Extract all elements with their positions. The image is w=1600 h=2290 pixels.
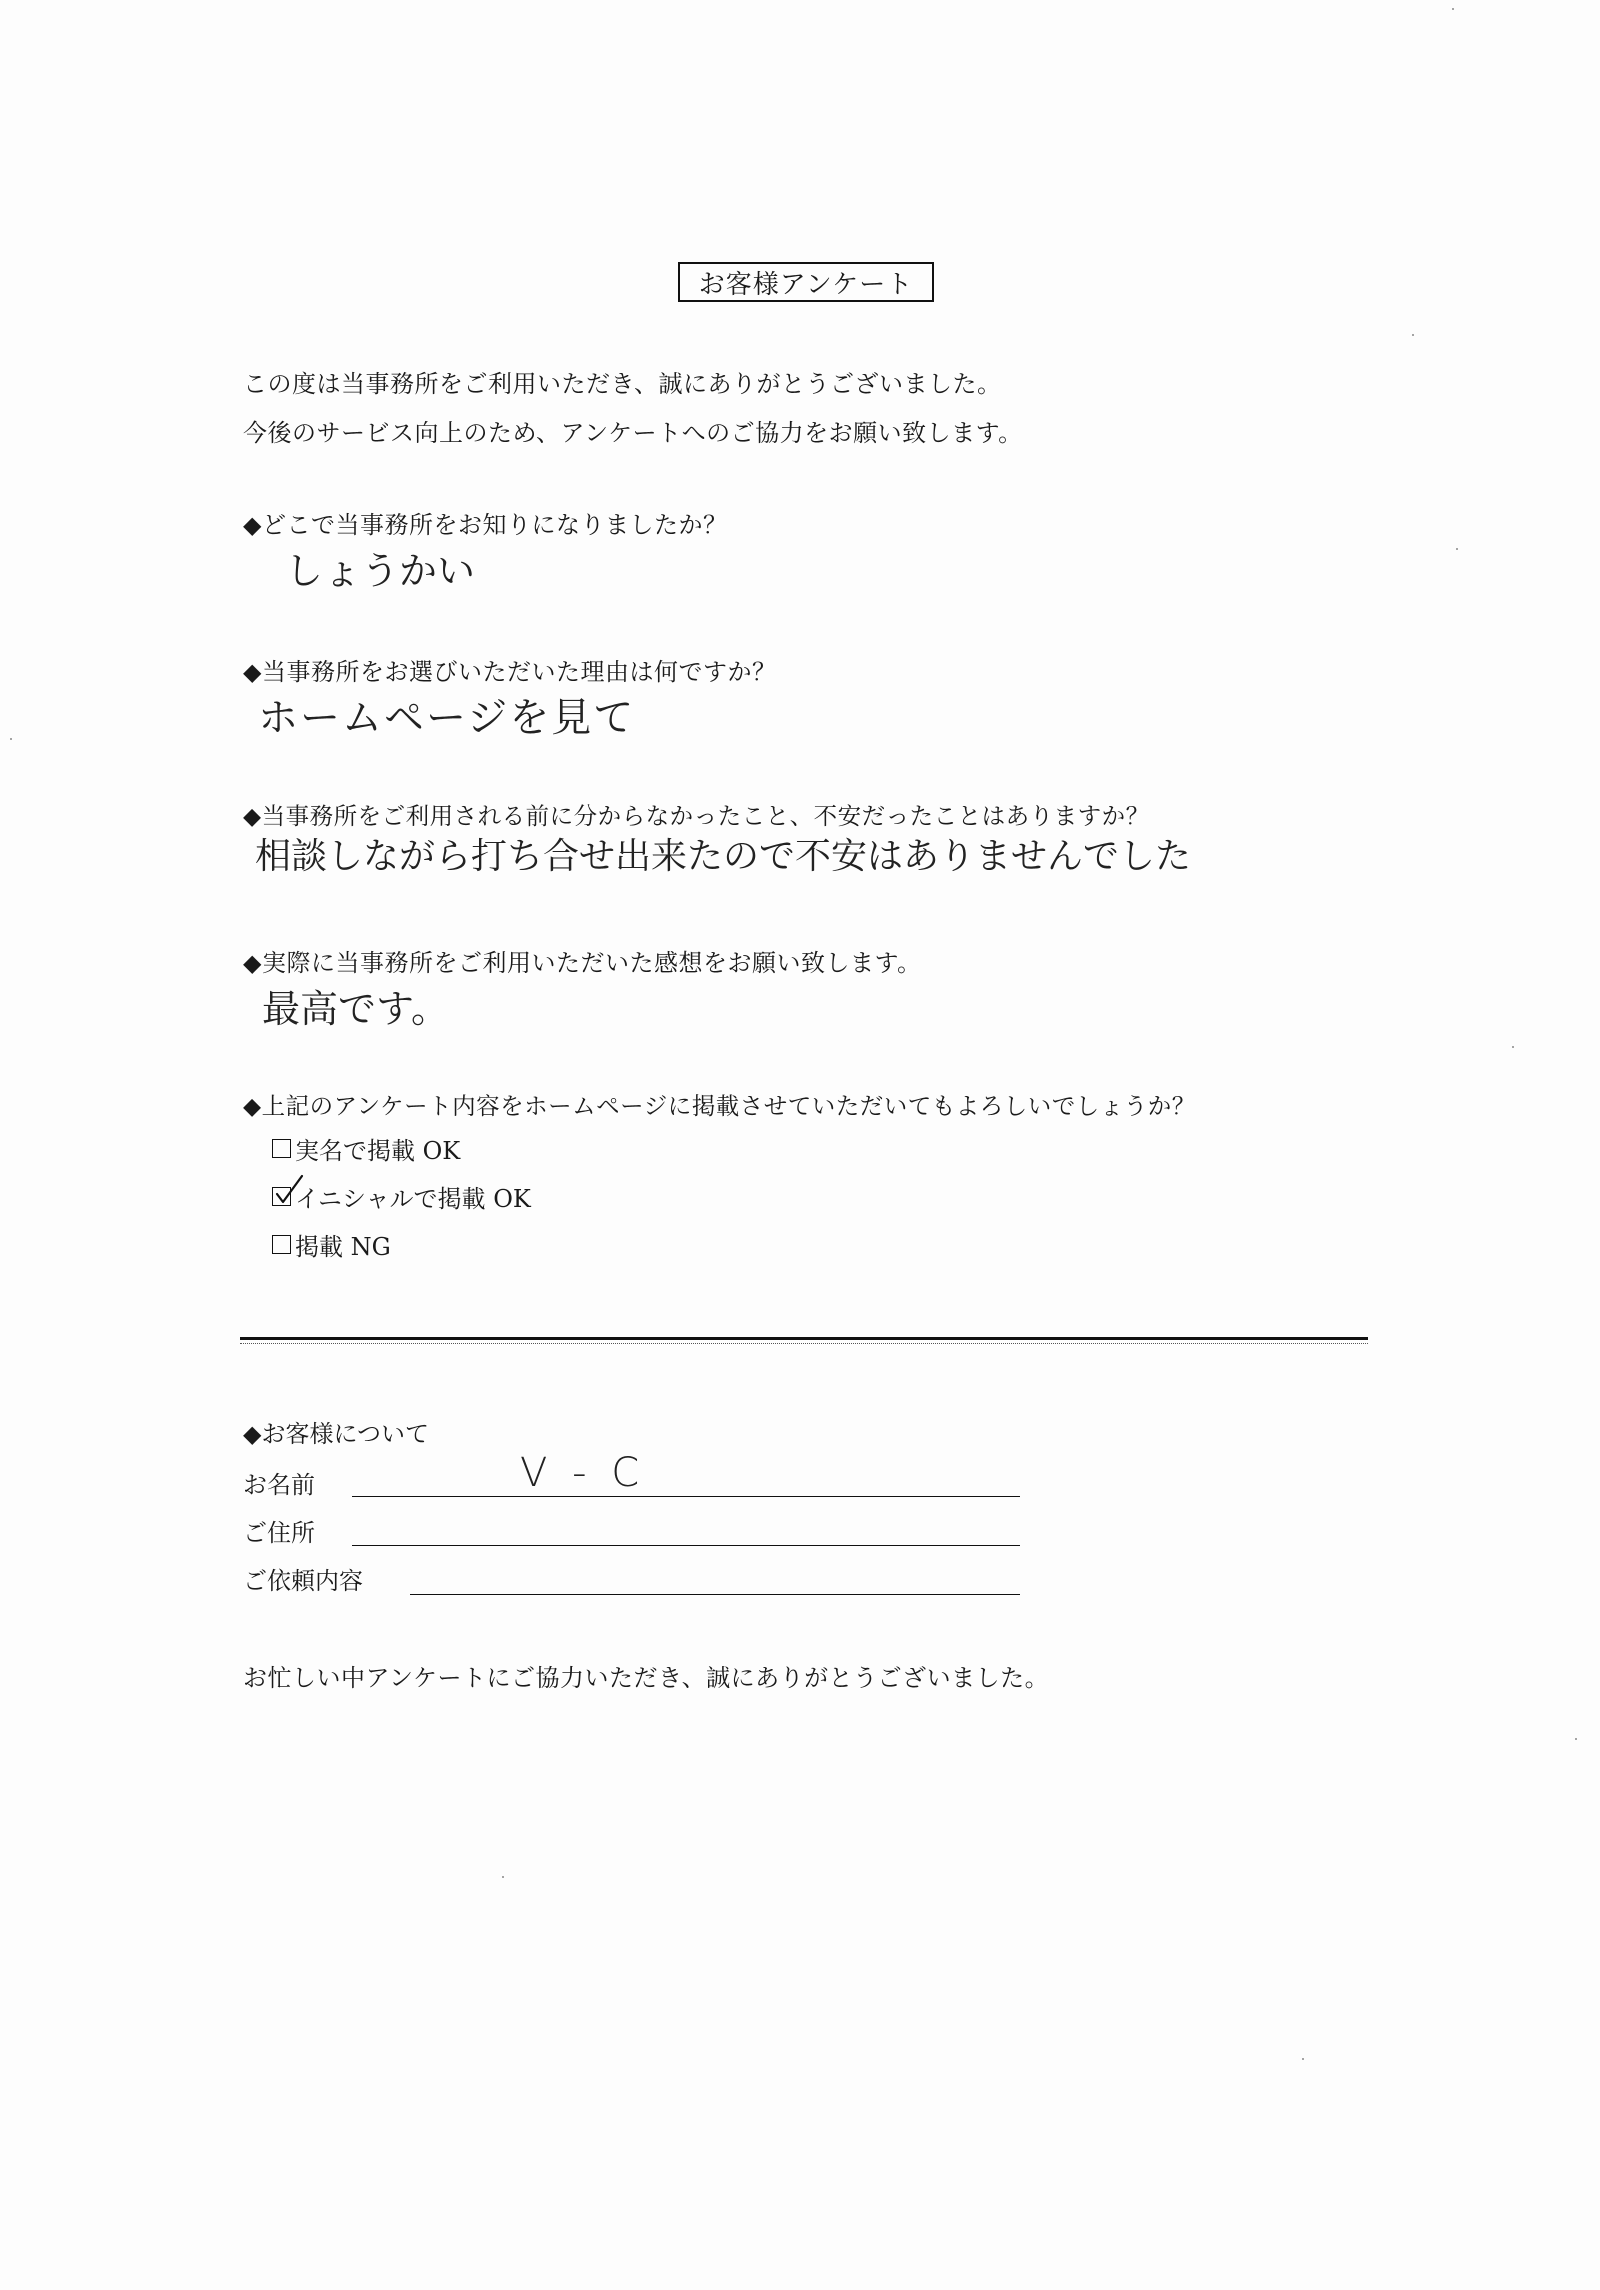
closing-message: お忙しい中アンケートにご協力いただき、誠にありがとうございました。 xyxy=(243,1664,1050,1692)
option-initials-label: イニシャルで掲載 OK xyxy=(295,1185,531,1213)
question-4-label: ◆実際に当事務所をご利用いただいた感想をお願い致します。 xyxy=(243,949,922,977)
request-label: ご依頼内容 xyxy=(243,1567,363,1595)
checkbox-no-publication[interactable] xyxy=(272,1235,291,1254)
name-label: お名前 xyxy=(243,1471,315,1499)
checkmark-icon xyxy=(275,1174,305,1206)
checkbox-real-name[interactable] xyxy=(272,1139,291,1158)
option-no-publication[interactable] xyxy=(272,1227,391,1262)
scan-speck xyxy=(1302,2058,1304,2060)
checkbox-initials[interactable] xyxy=(272,1187,291,1206)
option-real-name-label: 実名で掲載 OK xyxy=(295,1137,461,1165)
scan-speck xyxy=(1452,8,1454,10)
question-2-answer: ホームページを見て xyxy=(258,695,636,741)
section-divider xyxy=(240,1337,1368,1340)
scan-speck xyxy=(1512,1046,1514,1048)
scan-speck xyxy=(502,1876,504,1878)
address-underline xyxy=(352,1545,1020,1546)
question-3-answer: 相談しながら打ち合せ出来たので不安はありませんでした xyxy=(255,836,1192,877)
scan-speck xyxy=(1412,334,1414,336)
question-1-label: ◆どこで当事務所をお知りになりましたか？ xyxy=(243,511,728,539)
scan-speck xyxy=(10,738,12,740)
option-initials[interactable] xyxy=(272,1179,531,1214)
scan-speck xyxy=(1575,1738,1577,1740)
publication-question-label: ◆上記のアンケート内容をホームページに掲載させていただいてもよろしいでしょうか？ xyxy=(243,1092,1196,1120)
question-3-label: ◆当事務所をご利用される前に分からなかったこと、不安だったことはありますか？ xyxy=(243,802,1150,830)
scan-speck xyxy=(1456,548,1458,550)
section-divider-shadow xyxy=(240,1343,1368,1344)
name-underline xyxy=(352,1496,1020,1497)
question-4-answer: 最高です。 xyxy=(262,987,449,1031)
option-no-publication-label: 掲載 NG xyxy=(295,1233,391,1261)
address-label: ご住所 xyxy=(243,1519,315,1547)
intro-line-2: 今後のサービス向上のため、アンケートへのご協力をお願い致します。 xyxy=(243,419,1023,447)
request-underline xyxy=(410,1594,1020,1595)
name-value[interactable]: V - C xyxy=(520,1450,646,1496)
survey-title: お客様アンケート xyxy=(678,262,934,302)
customer-heading: ◆お客様について xyxy=(243,1420,429,1448)
question-2-label: ◆当事務所をお選びいただいた理由は何ですか？ xyxy=(243,658,777,686)
question-1-answer: しょうかい xyxy=(285,549,476,593)
option-real-name[interactable] xyxy=(272,1131,460,1166)
intro-line-1: この度は当事務所をご利用いただき、誠にありがとうございました。 xyxy=(243,370,1002,398)
